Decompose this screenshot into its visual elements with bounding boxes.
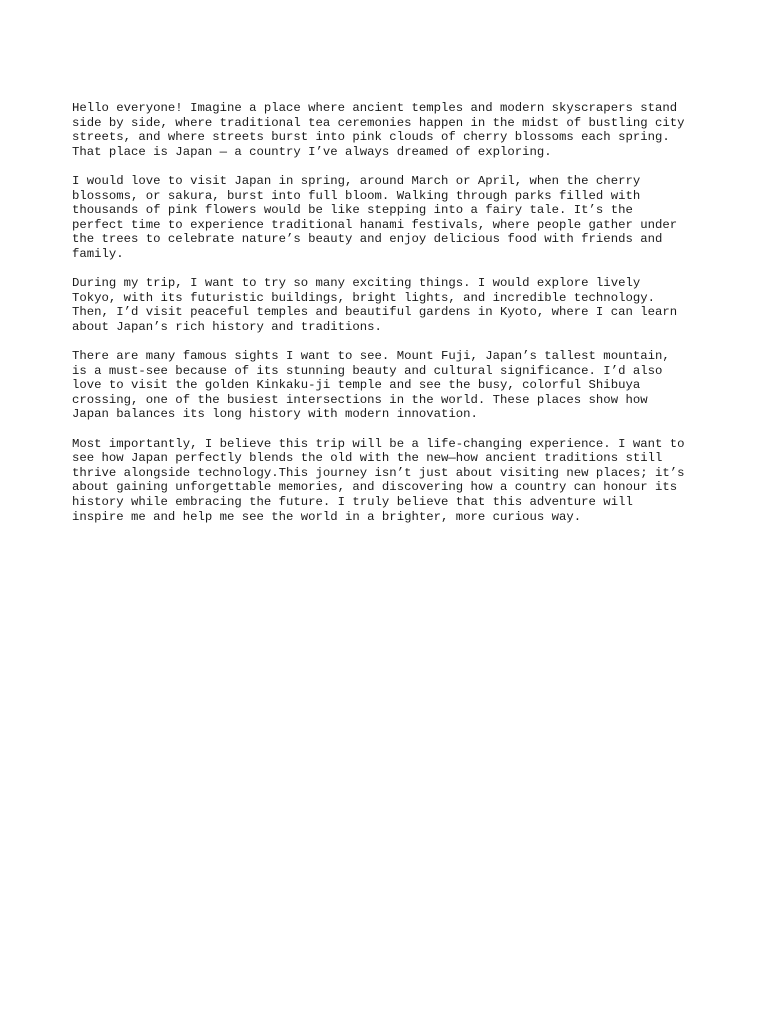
text-line: I would love to visit Japan in spring, around March or April, when the cherry (72, 173, 641, 188)
paragraph-conclusion (72, 437, 702, 525)
text-line: is a must-see because of its stunning beauty and cultural significance. I’d also (72, 363, 663, 378)
text-line: Then, I’d visit peaceful temples and beautiful gardens in Kyoto, where I can learn (72, 305, 678, 320)
text-line: perfect time to experience traditional hanami festivals, where people gather under (72, 217, 678, 232)
text-line: see how Japan perfectly blends the old with the new—how ancient traditions still (72, 451, 663, 466)
text-line: about Japan’s rich history and traditions. (72, 319, 382, 334)
text-line: blossoms, or sakura, burst into full bloom. Walking through parks filled with (72, 188, 641, 203)
paragraph-spring (72, 174, 702, 262)
paragraph-trip (72, 276, 702, 334)
text-line: crossing, one of the busiest intersections in the world. These places show how (72, 392, 648, 407)
text-line: about gaining unforgettable memories, and discovering how a country can honour its (72, 480, 678, 495)
text-line: family. (72, 246, 124, 261)
text-line: side by side, where traditional tea ceremonies happen in the midst of bustling city (72, 115, 685, 130)
text-line: inspire me and help me see the world in a brighter, more curious way. (72, 509, 582, 524)
text-line: During my trip, I want to try so many exciting things. I would explore lively (72, 276, 641, 291)
text-line: Tokyo, with its futuristic buildings, bright lights, and incredible technology. (72, 290, 655, 305)
text-line: the trees to celebrate nature’s beauty and enjoy delicious food with friends and (72, 232, 663, 247)
document-body (72, 101, 702, 539)
text-line: Hello everyone! Imagine a place where ancient temples and modern skyscrapers stand (72, 101, 678, 115)
text-line: Most importantly, I believe this trip will be a life-changing experience. I want to (72, 436, 685, 451)
text-line: love to visit the golden Kinkaku-ji temple and see the busy, colorful Shibuya (72, 378, 641, 393)
text-line: There are many famous sights I want to see. Mount Fuji, Japan’s tallest mountain, (72, 349, 670, 364)
text-line: thousands of pink flowers would be like stepping into a fairy tale. It’s the (72, 203, 633, 218)
paragraph-intro (72, 101, 702, 159)
text-line: thrive alongside technology.This journey isn’t just about visiting new places; it’s (72, 465, 685, 480)
text-line: Japan balances its long history with modern innovation. (72, 407, 478, 422)
text-line: history while embracing the future. I truly believe that this adventure will (72, 495, 633, 510)
paragraph-sights (72, 349, 702, 422)
text-line: streets, and where streets burst into pink clouds of cherry blossoms each spring. (72, 130, 670, 145)
text-line: That place is Japan — a country I’ve always dreamed of exploring. (72, 144, 552, 159)
